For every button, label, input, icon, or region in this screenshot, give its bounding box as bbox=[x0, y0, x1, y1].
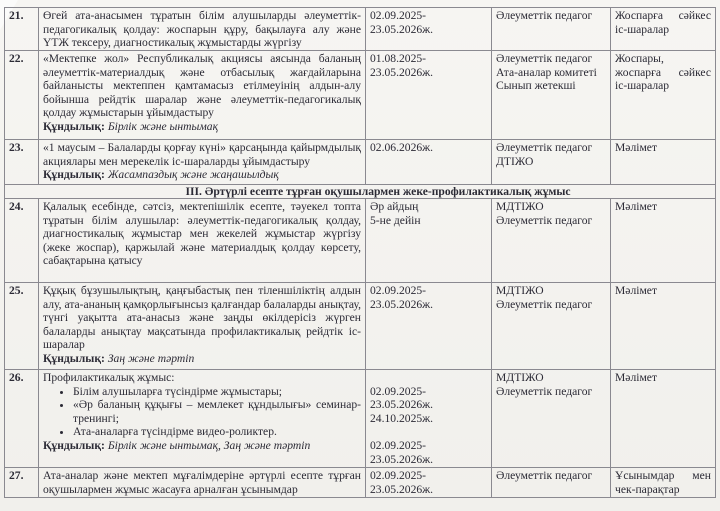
date-end: 23.05.2026ж. bbox=[370, 297, 434, 311]
row-number: 21. bbox=[5, 8, 39, 51]
responsible-person: Әлеуметтік педагог bbox=[496, 141, 593, 154]
activity-text: Профилактикалық жұмыс: bbox=[43, 371, 175, 384]
responsible-person: МДТІЖО bbox=[496, 284, 544, 297]
responsible-person: МДТІЖО bbox=[496, 200, 544, 213]
date-end: 23.05.2026ж. bbox=[370, 65, 434, 79]
date-start: 02.09.2025- bbox=[370, 384, 427, 398]
row-dates bbox=[366, 468, 492, 498]
row-activity bbox=[39, 51, 366, 140]
bullet-item: • «Әр баланың құқығы – мемлекет құндылығы» семинар-тренингі; bbox=[73, 398, 361, 425]
value-text: Бірлік және ынтымақ, Заң және тәртіп bbox=[107, 438, 311, 452]
responsible-person: МДТІЖО bbox=[496, 371, 544, 384]
row-dates bbox=[366, 283, 492, 370]
table-row bbox=[5, 8, 716, 51]
row-activity bbox=[39, 199, 366, 283]
value-label: Құндылық: bbox=[43, 119, 105, 133]
responsible-person: Сынып жетекші bbox=[496, 79, 576, 93]
responsible-person: Ата-аналар комитеті bbox=[496, 65, 597, 79]
row-activity bbox=[39, 370, 366, 468]
row-activity bbox=[39, 283, 366, 370]
date-start: 02.09.2025- bbox=[370, 284, 427, 297]
activity-text: Қалалық есебінде, сәтсіз, мектепішілік есепте, тәуекел топта тұратын білім алушылар: әлеуметтік-педагогикалық қолдау, диагностикалық жұмыстар мен жекелей жұмыстар жүргізу (жеке жоспар), қаржылай және материалдық қолдау көрсету, сабақтарына қатысу bbox=[43, 200, 361, 268]
row-number: 22. bbox=[5, 51, 39, 140]
plan-table bbox=[4, 7, 716, 498]
row-activity bbox=[39, 140, 366, 185]
date-end: 23.05.2026ж. bbox=[370, 452, 434, 466]
row-dates bbox=[366, 199, 492, 283]
date-end: 23.05.2026ж. bbox=[370, 22, 434, 36]
date-single: 24.10.2025ж. bbox=[370, 411, 434, 425]
responsible-person: ДТІЖО bbox=[496, 154, 534, 168]
row-result: Жоспары, жоспарға сәйкес іс-шаралар bbox=[611, 51, 716, 140]
row-result: Мәлімет bbox=[611, 140, 716, 185]
value-label: Құндылық: bbox=[43, 438, 105, 452]
row-result: Мәлімет bbox=[611, 283, 716, 370]
responsible-person: Әлеуметтік педагог bbox=[496, 297, 593, 311]
row-number: 24. bbox=[5, 199, 39, 283]
table-row bbox=[5, 140, 716, 185]
row-dates bbox=[366, 8, 492, 51]
responsible-person: Әлеуметтік педагог bbox=[496, 9, 593, 22]
row-result: Мәлімет bbox=[611, 199, 716, 283]
row-number: 26. bbox=[5, 370, 39, 468]
row-activity bbox=[39, 468, 366, 498]
value-text: Бірлік және ынтымақ bbox=[107, 119, 218, 133]
row-dates bbox=[366, 51, 492, 140]
responsible-person: Әлеуметтік педагог bbox=[496, 384, 593, 398]
row-result: Мәлімет bbox=[611, 370, 716, 468]
row-number: 25. bbox=[5, 283, 39, 370]
row-responsible bbox=[492, 140, 611, 185]
date-start: 01.08.2025- bbox=[370, 52, 427, 65]
bullet-item: • Ата-аналарға түсіндірме видео-роликтер. bbox=[73, 425, 361, 439]
row-result: Жоспарға сәйкес іс-шаралар bbox=[611, 8, 716, 51]
section-title: III. Әртүрлі есепте тұрған оқушылармен жеке-профилактикалық жұмыс bbox=[5, 185, 716, 199]
section-header-row bbox=[5, 185, 716, 199]
row-activity bbox=[39, 8, 366, 51]
table-row bbox=[5, 468, 716, 498]
activity-text: «Мектепке жол» Республикалық акциясы аясында баланың әлеуметтік-материалдық және отбасылық жағдайларына байланысты мектеппен қамтамасыз етілмеуінің алдын-алу бойынша рейдтік шаралар және әлеуметтік-педагогикалық қолдау жұмыстарын ұйымдастыру bbox=[43, 52, 361, 120]
value-text: Жасампаздық және жаңашылдық bbox=[107, 168, 279, 182]
value-label: Құндылық: bbox=[43, 168, 105, 182]
bullet-item: • Білім алушыларға түсіндірме жұмыстары; bbox=[73, 385, 361, 399]
responsible-person: Әлеуметтік педагог bbox=[496, 52, 593, 65]
row-responsible bbox=[492, 51, 611, 140]
date-end: 5-не дейін bbox=[370, 213, 421, 227]
row-number: 23. bbox=[5, 140, 39, 185]
date-start: Әр айдың bbox=[370, 200, 419, 213]
table-row bbox=[5, 283, 716, 370]
date-start: 02.09.2025- bbox=[370, 438, 427, 452]
activity-text: Өгей ата-анасымен тұратын білім алушыларды әлеуметтік-педагогикалық қолдау: жоспарын құру, бақылауға алу және ҮТЖ тексеру, диагностикалық жұмыстарды жүргізу bbox=[43, 9, 361, 50]
activity-text: «1 маусым – Балаларды қорғау күні» қарсаңында қайырмдылық акциялары мен мерекелік іс-шараларды ұйымдастыру bbox=[43, 141, 361, 168]
table-row bbox=[5, 51, 716, 140]
row-responsible bbox=[492, 8, 611, 51]
row-responsible bbox=[492, 370, 611, 468]
date-end: 23.05.2026ж. bbox=[370, 482, 434, 496]
activity-text: Құқық бұзушылықтың, қаңғыбастық пен тіленшіліктің алдын алу, ата-ананың қамқорлығынсыз қалғандар балаларды анықтау, түнгі уақытта ата-анасыз және заңды өкілдерісіз жүрген балаларды анықтау мақсатында профилактикалық рейдтік іс-шаралар bbox=[43, 284, 361, 352]
date-single: 02.06.2026ж. bbox=[370, 141, 434, 154]
row-result: Ұсынымдар мен чек-парақтар bbox=[611, 468, 716, 498]
date-start: 02.09.2025- bbox=[370, 9, 427, 22]
responsible-person: Әлеуметтік педагог bbox=[496, 469, 593, 482]
row-dates bbox=[366, 140, 492, 185]
table-row bbox=[5, 199, 716, 283]
responsible-person: Әлеуметтік педагог bbox=[496, 213, 593, 227]
value-label: Құндылық: bbox=[43, 351, 105, 365]
row-responsible bbox=[492, 468, 611, 498]
value-text: Заң және тәртіп bbox=[107, 351, 195, 365]
date-end: 23.05.2026ж. bbox=[370, 398, 434, 412]
row-responsible bbox=[492, 199, 611, 283]
row-number: 27. bbox=[5, 468, 39, 498]
table-row bbox=[5, 370, 716, 468]
activity-bullet-list bbox=[43, 385, 361, 439]
activity-text: Ата-аналар және мектеп мұғалімдеріне әртүрлі есепте тұрған оқушылармен жұмыс жасауға арналған ұсынымдар bbox=[43, 469, 361, 496]
date-start: 02.09.2025- bbox=[370, 469, 427, 482]
row-dates bbox=[366, 370, 492, 468]
row-responsible bbox=[492, 283, 611, 370]
